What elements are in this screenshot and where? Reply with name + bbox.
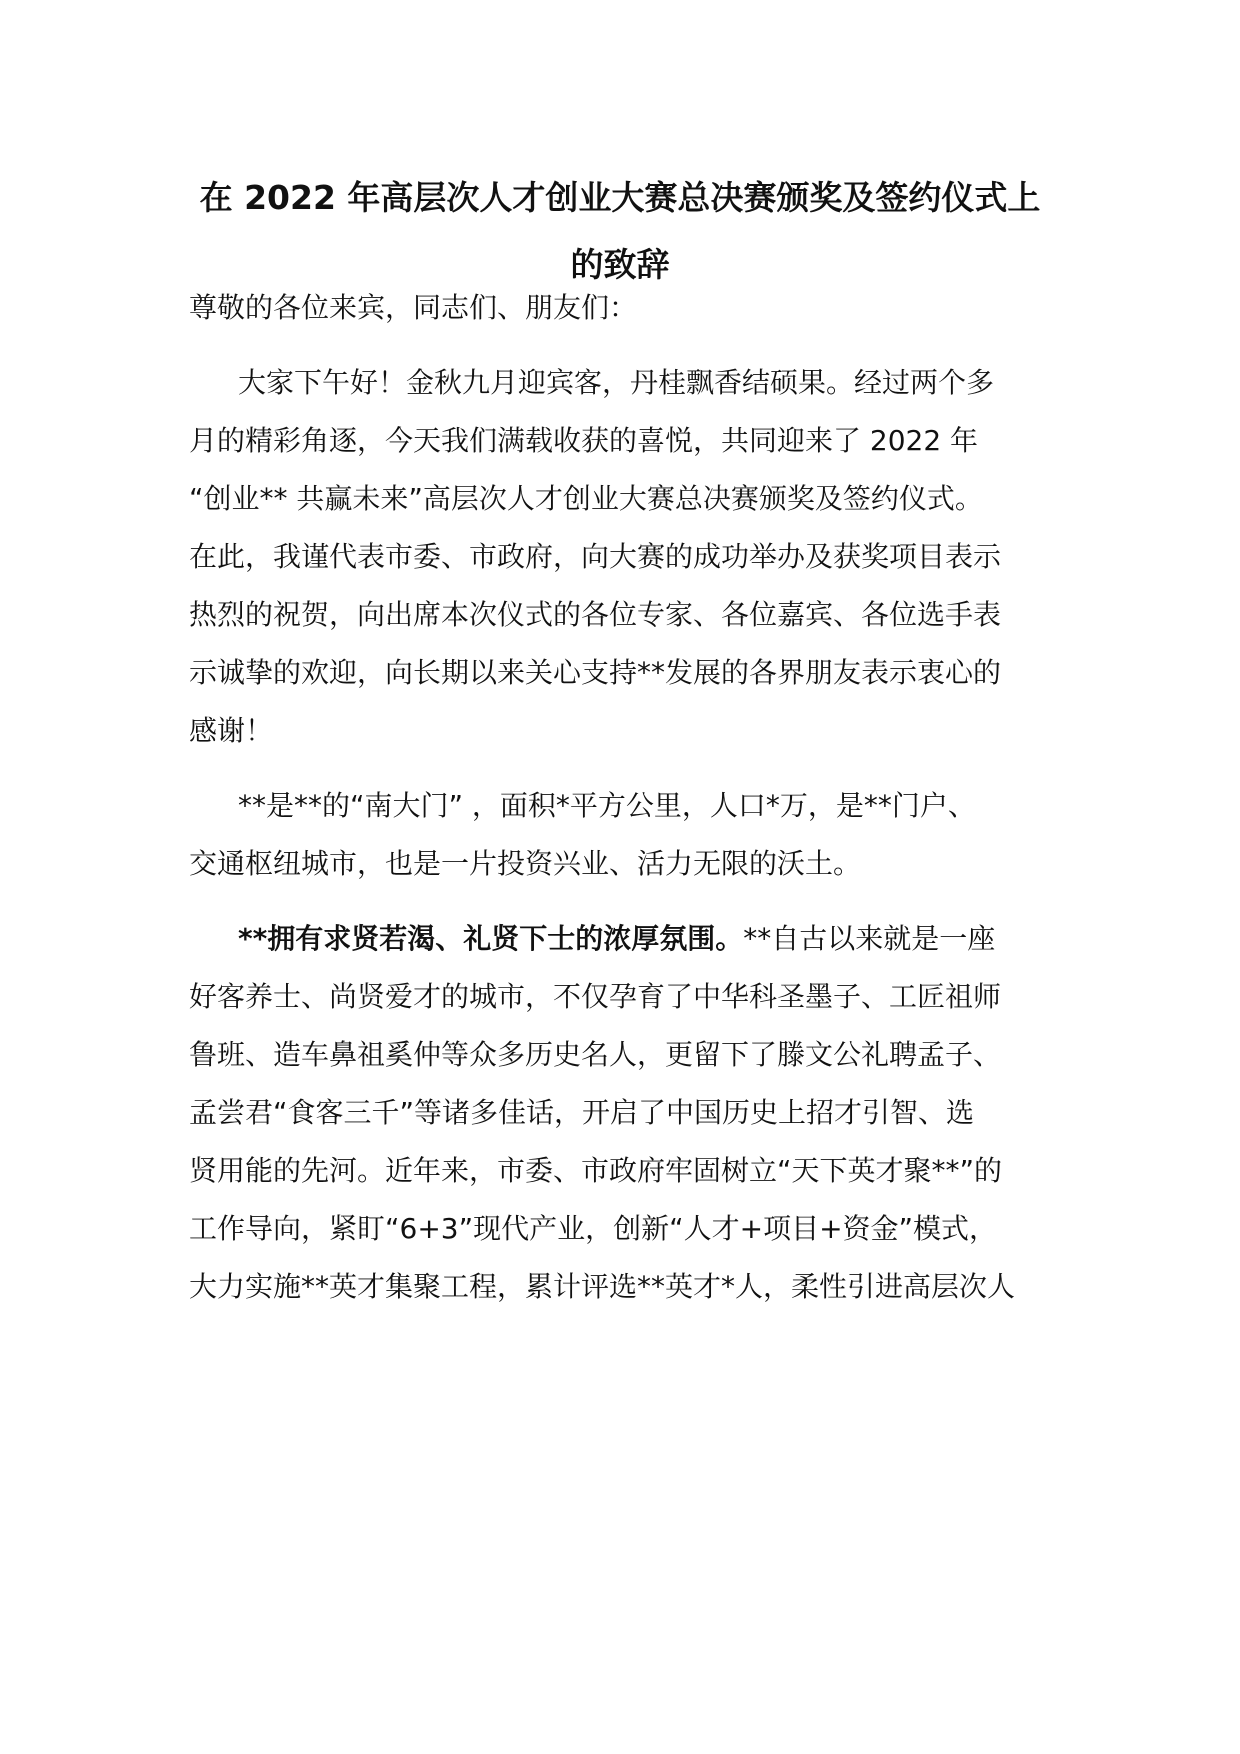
paragraph-3-line-5: 贤用能的先河。近年来，市委、市政府牢固树立“天下英才聚**”的 xyxy=(189,1154,1003,1187)
salutation: 尊敬的各位来宾，同志们、朋友们： xyxy=(189,291,638,324)
paragraph-1-line-7: 感谢！ xyxy=(189,714,274,747)
paragraph-2-line-2: 交通枢纽城市，也是一片投资兴业、活力无限的沃土。 xyxy=(189,847,862,880)
paragraph-3-line-1 xyxy=(238,921,995,957)
paragraph-1-line-2: 月的精彩角逐，今天我们满载收获的喜悦，共同迎来了 2022 年 xyxy=(189,424,979,457)
paragraph-3-line-3: 鲁班、造车鼻祖奚仲等众多历史名人，更留下了滕文公礼聘孟子、 xyxy=(189,1038,1002,1071)
paragraph-1-line-4: 在此，我谨代表市委、市政府，向大赛的成功举办及获奖项目表示 xyxy=(189,540,1002,573)
paragraph-3-line-6: 工作导向，紧盯“6+3”现代产业，创新“人才+项目+资金”模式， xyxy=(189,1212,998,1245)
paragraph-3-first-rest: **自古以来就是一座 xyxy=(743,922,996,955)
paragraph-1-line-3: “创业** 共赢未来”高层次人才创业大赛总决赛颁奖及签约仪式。 xyxy=(189,482,983,515)
paragraph-1-line-5: 热烈的祝贺，向出席本次仪式的各位专家、各位嘉宾、各位选手表 xyxy=(189,598,1002,631)
document-title-line-2: 的致辞 xyxy=(570,245,670,284)
paragraph-3-line-2: 好客养士、尚贤爱才的城市，不仅孕育了中华科圣墨子、工匠祖师 xyxy=(189,980,1002,1013)
document-title-line-1: 在 2022 年高层次人才创业大赛总决赛颁奖及签约仪式上 xyxy=(199,178,1041,217)
paragraph-3-bold-lead: **拥有求贤若渴、礼贤下士的浓厚氛围。 xyxy=(238,922,744,955)
paragraph-1-line-1: 大家下午好！金秋九月迎宾客，丹桂飘香结硕果。经过两个多 xyxy=(238,366,995,399)
paragraph-1-line-6: 示诚挚的欢迎，向长期以来关心支持**发展的各界朋友表示衷心的 xyxy=(189,656,1002,689)
paragraph-2-line-1: **是**的“南大门” ，面积*平方公里，人口*万，是**门户、 xyxy=(238,789,976,822)
paragraph-3-line-4: 孟尝君“食客三千”等诸多佳话，开启了中国历史上招才引智、选 xyxy=(189,1096,975,1129)
paragraph-3-line-7: 大力实施**英才集聚工程，累计评选**英才*人，柔性引进高层次人 xyxy=(189,1270,1016,1303)
